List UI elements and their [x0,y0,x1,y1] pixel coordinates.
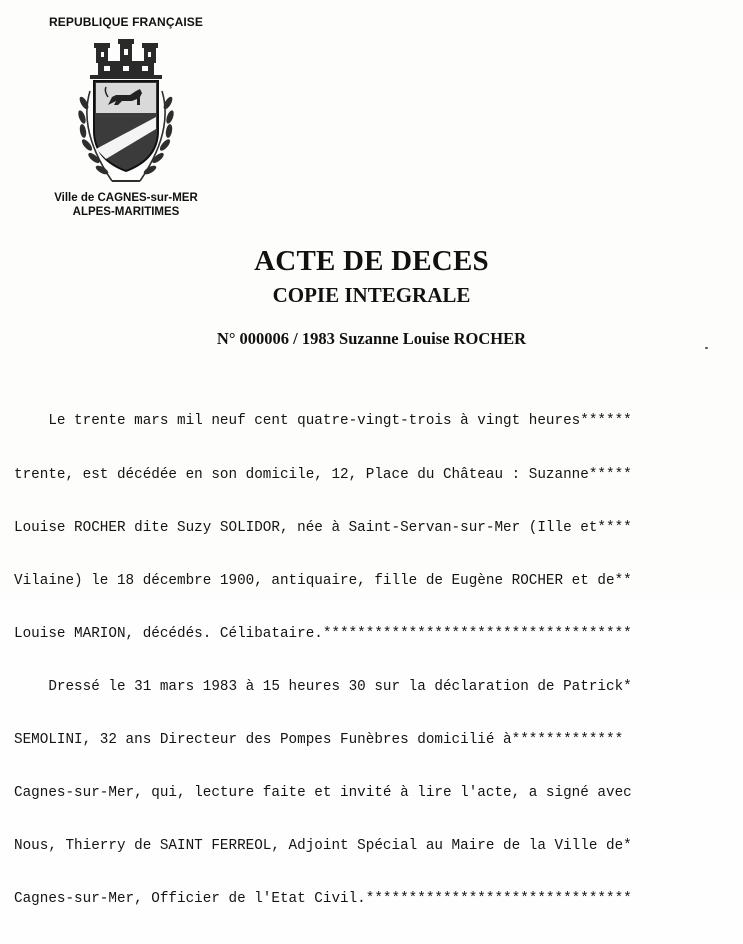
act-number: N° 000006 / 1983 Suzanne Louise ROCHER [216,329,527,348]
body-line: Dressé le 31 mars 1983 à 15 heures 30 sur la déclaration de Patrick* [14,678,632,695]
republic-label: REPUBLIQUE FRANÇAISE [48,15,203,29]
document-title: ACTE DE DECES [254,245,489,277]
municipal-header [20,12,232,219]
body-line: trente, est décédée en son domicile, 12, Place du Château : Suzanne***** [14,466,632,483]
body-line: Nous, Thierry de SAINT FERREOL, Adjoint Spécial au Maire de la Ville de* [14,838,632,855]
city-coat-of-arms-icon [56,31,196,191]
body-line: Cagnes-sur-Mer, qui, lecture faite et invité à lire l'acte, a signé avec [14,785,632,802]
act-body [14,378,736,944]
body-line: Vilaine) le 18 décembre 1900, antiquaire, fille de Eugène ROCHER et de** [14,572,632,589]
document-subtitle: COPIE INTEGRALE [272,283,471,307]
body-line: Louise MARION, décédés. Célibataire.************************************ [14,625,632,642]
paper-speck [705,347,708,349]
town-name: Ville de CAGNES-sur-MER [54,192,198,204]
body-line: Le trente mars mil neuf cent quatre-vingt-trois à vingt heures****** [14,413,632,430]
department-name: ALPES-MARITIMES [72,206,180,218]
body-line: SEMOLINI, 32 ans Directeur des Pompes Funèbres domicilié à************* [14,731,624,748]
body-line: Louise ROCHER dite Suzy SOLIDOR, née à Saint-Servan-sur-Mer (Ille et**** [14,519,632,536]
body-line: Cagnes-sur-Mer, Officier de l'Etat Civil.******************************* [14,891,632,908]
